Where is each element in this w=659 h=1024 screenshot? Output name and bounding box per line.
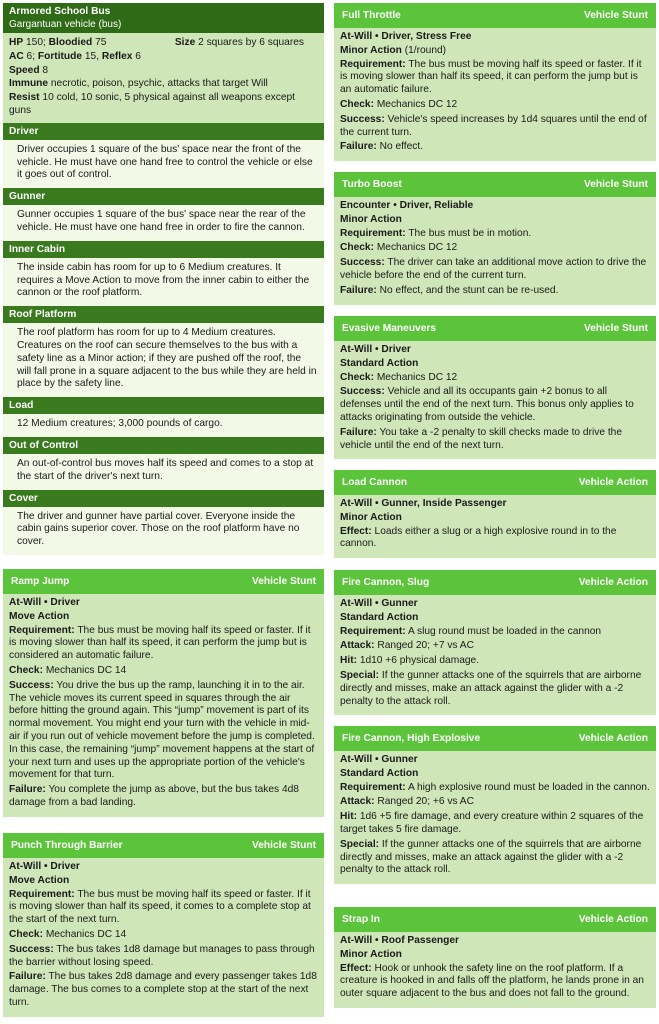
card-action [340, 512, 650, 525]
field-label: Failure: [340, 426, 377, 438]
card-body [334, 495, 656, 558]
stat-value: 6; [23, 50, 38, 62]
card-title: Strap In [342, 914, 380, 925]
card-type: Vehicle Action [578, 577, 648, 588]
card-action [340, 768, 650, 781]
stat-left [9, 37, 106, 50]
card-usage: At-Will • Gunner [340, 598, 418, 609]
stat-left [9, 78, 268, 89]
card-body [334, 197, 656, 305]
stat-value: 10 cold, 10 sonic, 5 physical against all weapons except guns [9, 92, 295, 116]
stat-label: Reflex [101, 50, 133, 62]
field-label: Attack: [340, 640, 375, 652]
card-usage: At-Will • Roof Passenger [340, 935, 459, 946]
card-type: Vehicle Action [578, 914, 648, 925]
card-title: Full Throttle [342, 10, 401, 21]
card-action [340, 45, 650, 58]
field-text: You complete the jump as above, but the bus takes 4d8 damage from a bad landing. [9, 784, 299, 808]
section-title: Out of Control [3, 437, 324, 454]
card-title: Evasive Maneuvers [342, 323, 437, 334]
field-text: You drive the bus up the ramp, launching it in to the air. The vehicle moves its current speed in squares through the air before hitting the ground again. This “jump” movement is part of its normal movement. You might end your turn with the vehicle in mid-air if you run out of vehicle movement before the jump is completed. In this case, the remaining “jump” movement happens at the start of your next turn and uses up the appropriate portion of the vehicle's movement for that turn. [9, 679, 315, 781]
field-text: Loads either a slug or a high explosive round in to the cannon. [340, 525, 617, 550]
stat-line [9, 51, 318, 64]
card-type: Vehicle Action [578, 477, 648, 488]
card-action [9, 611, 318, 624]
section-text: The driver and gunner have partial cover. Everyone inside the cabin gains superior cover. Those on the roof platform have no cover. [3, 507, 324, 555]
field-text: A slug round must be loaded in the cannon [405, 625, 602, 637]
field-text: No effect, and the stunt can be re-used. [376, 284, 559, 296]
field-label: Attack: [340, 796, 375, 808]
card-title: Fire Cannon, High Explosive [342, 733, 481, 744]
bus-header [3, 3, 324, 33]
field-label: Success: [9, 943, 54, 955]
card-fire-cannon-slug [334, 570, 656, 715]
field-text: The bus must be moving half its speed or faster. If it is moving slower than half its speed, it can perform the jump but is considered an automatic failure. [9, 624, 311, 662]
card-action-label: Standard Action [340, 611, 419, 623]
field-label: Requirement: [340, 58, 406, 70]
field-text: Mechanics DC 12 [373, 98, 458, 110]
stat-value: 8 [39, 64, 49, 76]
bus-subtitle: Gargantuan vehicle (bus) [9, 19, 122, 30]
card-usage: At-Will • Driver [9, 597, 80, 608]
card-usage: At-Will • Gunner [340, 754, 418, 765]
card-field [340, 59, 650, 97]
card-field [340, 285, 650, 298]
card-action-label: Minor Action [340, 213, 402, 225]
card-action [340, 214, 650, 227]
field-text: If the gunner attacks one of the squirrels that are airborne directly and misses, make an attack against the glider with a -2 penalty to the attack roll. [340, 838, 642, 876]
card-fire-cannon-high-explosive [334, 726, 656, 884]
section-text: An out-of-control bus moves half its speed and comes to a stop at the start of the driver's next turn. [3, 454, 324, 490]
card-header [3, 833, 324, 858]
card-strap-in [334, 907, 656, 1008]
section-title: Cover [3, 490, 324, 507]
card-field [9, 889, 318, 927]
section-text: The inside cabin has room for up to 6 Medium creatures. It requires a Move Action to move from the inner cabin to either the cannon or the roof platform. [3, 258, 324, 306]
stat-label: Size [174, 37, 196, 48]
field-text: The bus takes 1d8 damage but manages to pass through the barrier without losing speed. [9, 943, 315, 968]
stat-line [9, 78, 318, 91]
field-text: 1d10 +6 physical damage. [356, 655, 480, 667]
card-field [340, 99, 650, 112]
stat-value: necrotic, poison, psychic, attacks that target Will [48, 78, 268, 90]
card-body [334, 28, 656, 161]
field-label: Failure: [9, 971, 46, 983]
card-field [340, 526, 650, 552]
card-title: Fire Cannon, Slug [342, 577, 430, 588]
card-load-cannon [334, 470, 656, 558]
bus-stats [3, 33, 324, 123]
card-field [340, 655, 650, 668]
card-field [340, 242, 650, 255]
card-header [334, 470, 656, 495]
card-field [340, 228, 650, 241]
card-action-label: Minor Action [340, 511, 402, 523]
field-label: Requirement: [340, 625, 406, 637]
field-text: The driver can take an additional move action to drive the vehicle before the end of the current turn. [340, 257, 647, 281]
card-field [340, 670, 650, 708]
field-label: Hit: [340, 811, 357, 823]
card-usage: At-Will • Gunner, Inside Passenger [340, 498, 507, 509]
card-field [340, 963, 650, 1001]
card-action [340, 612, 650, 625]
card-header [334, 316, 656, 341]
stat-label: Bloodied [48, 37, 93, 48]
stat-value: 15, [82, 50, 102, 62]
card-action [340, 949, 650, 962]
field-label: Failure: [9, 784, 46, 796]
card-body [3, 594, 324, 817]
stat-label: Immune [9, 78, 49, 90]
card-full-throttle [334, 3, 656, 161]
field-label: Requirement: [340, 781, 406, 793]
card-title: Turbo Boost [342, 179, 402, 190]
card-usage: At-Will • Driver [9, 861, 80, 872]
card-usage: Encounter • Driver, Reliable [340, 200, 474, 211]
section-title: Load [3, 397, 324, 414]
bus-sections [3, 123, 324, 555]
stat-label: HP [9, 37, 24, 48]
card-ramp-jump [3, 569, 324, 817]
field-label: Check: [340, 242, 374, 254]
card-action-label: Standard Action [340, 767, 419, 779]
stat-label: Resist [9, 92, 40, 104]
card-header [334, 172, 656, 197]
card-field [9, 944, 318, 970]
field-label: Requirement: [340, 227, 406, 239]
field-label: Failure: [340, 141, 377, 153]
field-text: Mechanics DC 14 [42, 664, 127, 676]
field-text: A high explosive round must be loaded in the cannon. [405, 781, 650, 793]
stat-value: 150; [23, 37, 49, 48]
stat-right [175, 37, 304, 50]
field-text: You take a -2 penalty to skill checks made to drive the vehicle until the end of the next turn. [340, 426, 623, 451]
section-text: Gunner occupies 1 square of the bus' space near the rear of the vehicle. He must have one hand free in order to fire the cannon. [3, 205, 324, 241]
bus-title: Armored School Bus [9, 6, 111, 17]
field-label: Success: [9, 679, 54, 691]
card-header [334, 3, 656, 28]
stat-label: Fortitude [37, 50, 83, 62]
field-text: No effect. [376, 141, 424, 153]
card-header [334, 570, 656, 595]
stat-label: AC [9, 50, 24, 62]
stat-left [9, 51, 141, 62]
field-text: The bus must be moving half its speed or faster. If it is moving slower than half its speed, it can perform the jump but is an automatic failure. [340, 58, 642, 96]
card-evasive-maneuvers [334, 316, 656, 459]
section-title: Inner Cabin [3, 241, 324, 258]
card-header [3, 569, 324, 594]
card-type: Vehicle Stunt [584, 10, 648, 21]
card-field [340, 626, 650, 639]
stat-left [9, 65, 48, 76]
field-label: Success: [340, 257, 385, 269]
stat-left [9, 92, 295, 116]
card-field [340, 811, 650, 837]
card-turbo-boost [334, 172, 656, 305]
card-field [9, 665, 318, 678]
card-field [9, 929, 318, 942]
stat-line [9, 65, 318, 78]
card-body [334, 595, 656, 715]
card-action-label: Standard Action [340, 357, 419, 369]
section-title: Driver [3, 123, 324, 140]
card-title: Ramp Jump [11, 576, 70, 587]
field-label: Special: [340, 669, 380, 681]
card-type: Vehicle Stunt [584, 323, 648, 334]
card-title: Punch Through Barrier [11, 840, 123, 851]
card-field [340, 114, 650, 140]
field-text: Vehicle's speed increases by 1d4 squares until the end of the current turn. [340, 113, 647, 138]
stat-label: Speed [9, 64, 40, 76]
card-usage: At-Will • Driver, Stress Free [340, 31, 472, 42]
section-title: Roof Platform [3, 306, 324, 323]
field-text: Mechanics DC 14 [42, 928, 127, 940]
bus-stat-block [3, 3, 324, 555]
field-label: Success: [340, 386, 385, 398]
section-title: Gunner [3, 188, 324, 205]
card-field [340, 141, 650, 154]
card-type: Vehicle Action [578, 733, 648, 744]
card-type: Vehicle Stunt [584, 179, 648, 190]
stat-line [9, 92, 318, 118]
card-action [9, 875, 318, 888]
field-label: Special: [340, 838, 380, 850]
field-text: Ranged 20; +7 vs AC [374, 640, 474, 652]
card-field [340, 372, 650, 385]
field-text: 1d6 +5 fire damage, and every creature within 2 squares of the target takes 5 fire damage. [340, 811, 644, 835]
card-action-label: Move Action [9, 610, 70, 622]
stat-line [9, 37, 318, 50]
card-type: Vehicle Stunt [252, 576, 316, 587]
card-action-label: Move Action [9, 874, 70, 886]
stat-value: 6 [132, 50, 141, 62]
card-body [3, 858, 324, 1017]
section-text: The roof platform has room for up to 4 Medium creatures. Creatures on the roof can secure themselves to the bus with a safety line as a Minor action; if they are pushed off the roof, the will fall prone in a square adjacent to the bus while they are held in place by the safety line. [3, 323, 324, 397]
card-body [334, 932, 656, 1008]
card-field [340, 796, 650, 809]
card-field [9, 784, 318, 810]
card-punch-through-barrier [3, 833, 324, 1017]
field-label: Check: [340, 98, 374, 110]
card-field [9, 971, 318, 1009]
field-label: Effect: [340, 962, 372, 974]
field-text: The bus must be in motion. [405, 227, 532, 239]
card-field [9, 625, 318, 663]
card-field [340, 386, 650, 424]
section-text: 12 Medium creatures; 3,000 pounds of cargo. [3, 414, 324, 437]
card-field [340, 427, 650, 453]
field-label: Success: [340, 113, 385, 125]
stat-value: 75 [92, 37, 107, 48]
card-field [340, 782, 650, 795]
field-label: Check: [340, 371, 374, 383]
card-field [9, 680, 318, 782]
card-action-label: Minor Action [340, 948, 402, 960]
field-text: If the gunner attacks one of the squirrels that are airborne directly and misses, make an attack against the glider with a -2 penalty to the attack roll. [340, 669, 642, 707]
stat-value: 2 squares by 6 squares [195, 37, 304, 48]
card-action-label: Minor Action [340, 44, 402, 56]
card-title: Load Cannon [342, 477, 408, 488]
card-type: Vehicle Stunt [252, 840, 316, 851]
field-text: Mechanics DC 12 [373, 242, 458, 254]
card-body [334, 751, 656, 884]
card-header [334, 726, 656, 751]
card-field [340, 257, 650, 283]
field-text: Mechanics DC 12 [373, 371, 458, 383]
field-label: Requirement: [9, 888, 75, 900]
field-label: Check: [9, 664, 43, 676]
field-text: The bus must be moving half its speed or faster. If it is moving slower than half its speed, it comes to a complete stop at the start of the next turn. [9, 888, 311, 926]
card-action [340, 358, 650, 371]
card-usage: At-Will • Driver [340, 344, 411, 355]
card-header [334, 907, 656, 932]
card-field [340, 640, 650, 653]
field-label: Failure: [340, 284, 377, 296]
field-label: Hit: [340, 655, 357, 667]
card-action-extra: (1/round) [401, 44, 447, 56]
section-text: Driver occupies 1 square of the bus' space near the front of the vehicle. He must have one hand free to control the vehicle or else it goes out of control. [3, 140, 324, 188]
field-text: The bus takes 2d8 damage and every passenger takes 1d8 damage. The bus comes to a complete stop at the start of the next turn. [9, 971, 317, 1008]
field-text: Ranged 20; +6 vs AC [374, 796, 474, 808]
field-label: Requirement: [9, 624, 75, 636]
card-body [334, 341, 656, 459]
card-field [340, 839, 650, 877]
field-text: Hook or unhook the safety line on the roof platform. If a creature is hooked in and falls off the platform, he lands prone in an outer square adjacent to the bus and does not fall to the ground. [340, 962, 644, 1000]
field-label: Effect: [340, 525, 372, 537]
field-label: Check: [9, 928, 43, 940]
field-text: Vehicle and all its occupants gain +2 bonus to all defenses until the end of the next turn. This bonus only applies to attacks originating from outside the vehicle. [340, 386, 634, 423]
